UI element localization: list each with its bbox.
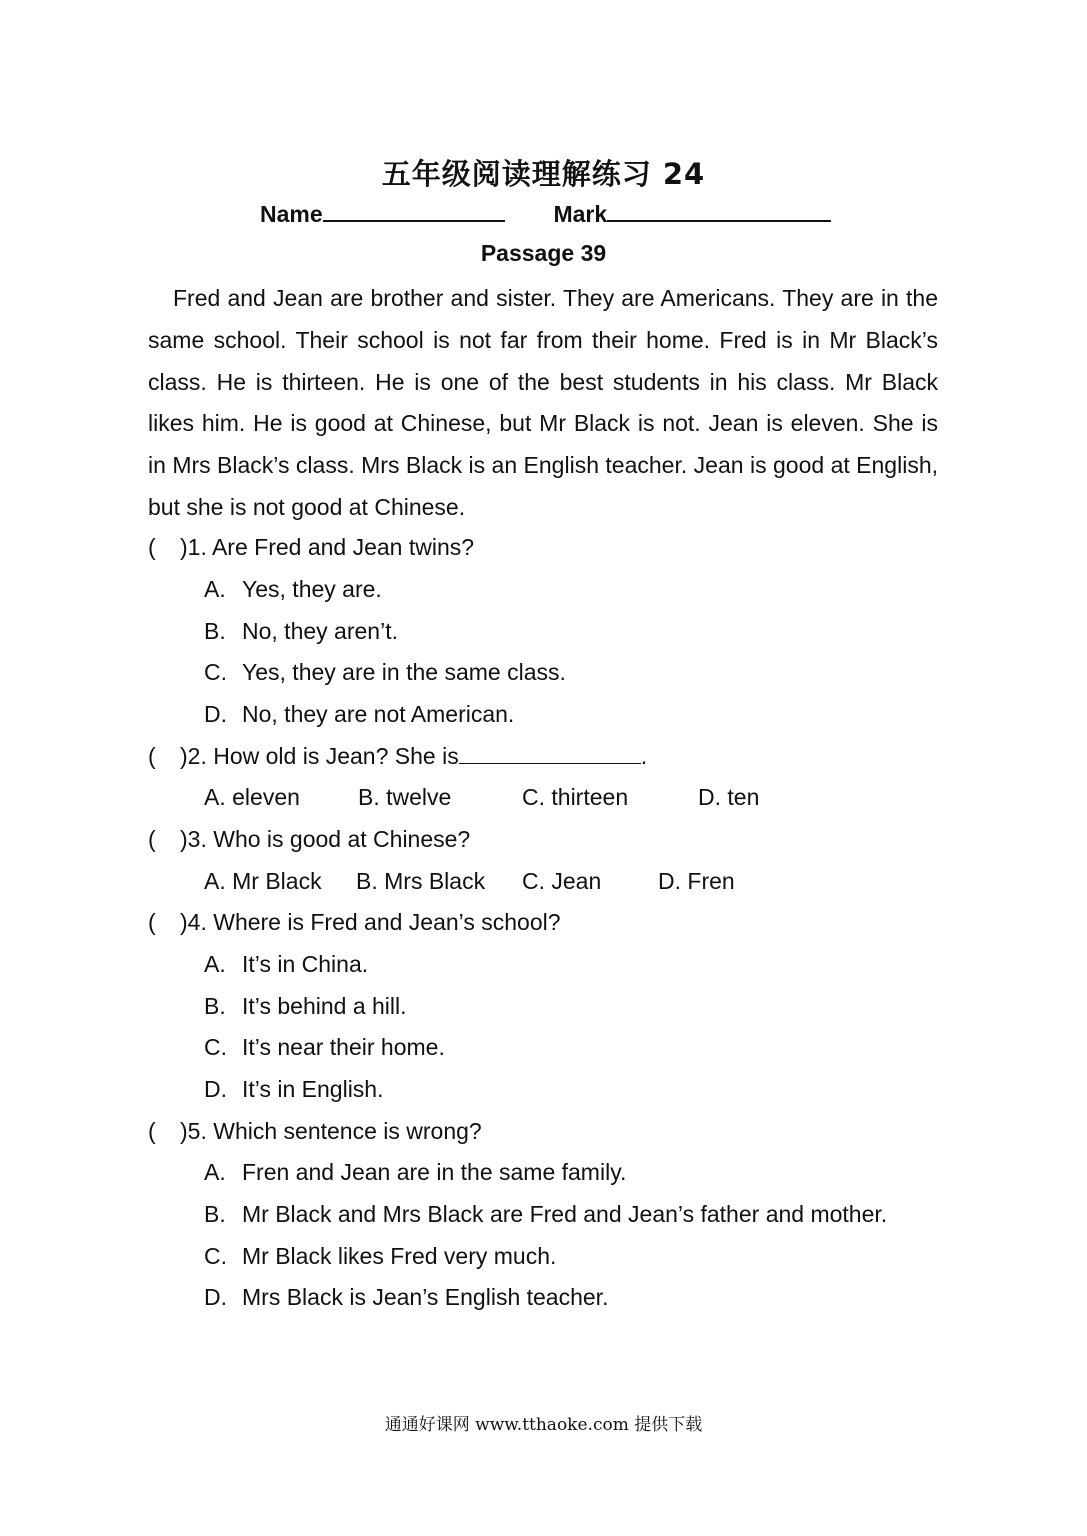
- question-text: )5. Which sentence is wrong?: [180, 1118, 482, 1144]
- footer-credit: 通通好课网 www.tthaoke.com 提供下载: [384, 1415, 703, 1435]
- passage-text: Fred and Jean are brother and sister. They are Americans. They are in the same school. Their school is not far from their home. Fred is in Mr Black’s class. He is thirteen. He is one of the best students in his class. Mr Black likes him. He is good at Chinese, but Mr Black is not. Jean is eleven. She is in Mrs Black’s class. Mrs Black is an English teacher. Jean is good at English, but she is not good at Chinese.: [148, 285, 938, 520]
- mark-blank: [607, 198, 831, 222]
- passage-title: Passage 39: [480, 240, 607, 266]
- answer-paren: (: [148, 534, 156, 560]
- option-3a: A. Mr Black: [204, 868, 322, 894]
- question-3: [148, 826, 470, 853]
- question-5: [148, 1118, 482, 1145]
- name-mark-row: [260, 198, 831, 228]
- option-1a: A. Yes, they are.: [204, 576, 382, 602]
- mark-label: Mark: [553, 201, 608, 227]
- option-5b: B. Mr Black and Mrs Black are Fred and Jean’s father and mother.: [204, 1201, 888, 1227]
- option-2d: D. ten: [698, 784, 760, 810]
- answer-blank: [459, 743, 641, 764]
- option-1b: B. No, they aren’t.: [204, 618, 398, 644]
- option-1c: C. Yes, they are in the same class.: [204, 659, 566, 685]
- question-text: )4. Where is Fred and Jean’s school?: [180, 909, 561, 935]
- name-label: Name: [260, 201, 323, 227]
- option-5c: C. Mr Black likes Fred very much.: [204, 1243, 557, 1269]
- question-1: [148, 534, 474, 561]
- option-3d: D. Fren: [658, 868, 735, 894]
- option-1d: D. No, they are not American.: [204, 701, 515, 727]
- option-2a: A. eleven: [204, 784, 300, 810]
- option-4b: B. It’s behind a hill.: [204, 993, 407, 1019]
- option-2c: C. thirteen: [522, 784, 629, 810]
- answer-paren: (: [148, 743, 156, 769]
- question-4: [148, 909, 561, 936]
- option-5a: A. Fren and Jean are in the same family.: [204, 1159, 627, 1185]
- question-text: )2. How old is Jean? She is: [180, 743, 459, 769]
- question-text: )1. Are Fred and Jean twins?: [180, 534, 475, 560]
- question-2: ( )2. How old is Jean? She is .: [148, 743, 648, 769]
- option-4c: C. It’s near their home.: [204, 1034, 445, 1060]
- option-4d: D. It’s in English.: [204, 1076, 384, 1102]
- option-2b: B. twelve: [358, 784, 452, 810]
- option-3c: C. Jean: [522, 868, 602, 894]
- answer-paren: (: [148, 1118, 156, 1144]
- answer-paren: (: [148, 909, 156, 935]
- question-text: )3. Who is good at Chinese?: [180, 826, 471, 852]
- worksheet-title: 五年级阅读理解练习 24: [381, 157, 706, 191]
- option-3b: B. Mrs Black: [356, 868, 486, 894]
- name-blank: [323, 198, 505, 222]
- option-5d: D. Mrs Black is Jean’s English teacher.: [204, 1284, 609, 1310]
- option-4a: A. It’s in China.: [204, 951, 369, 977]
- answer-paren: (: [148, 826, 156, 852]
